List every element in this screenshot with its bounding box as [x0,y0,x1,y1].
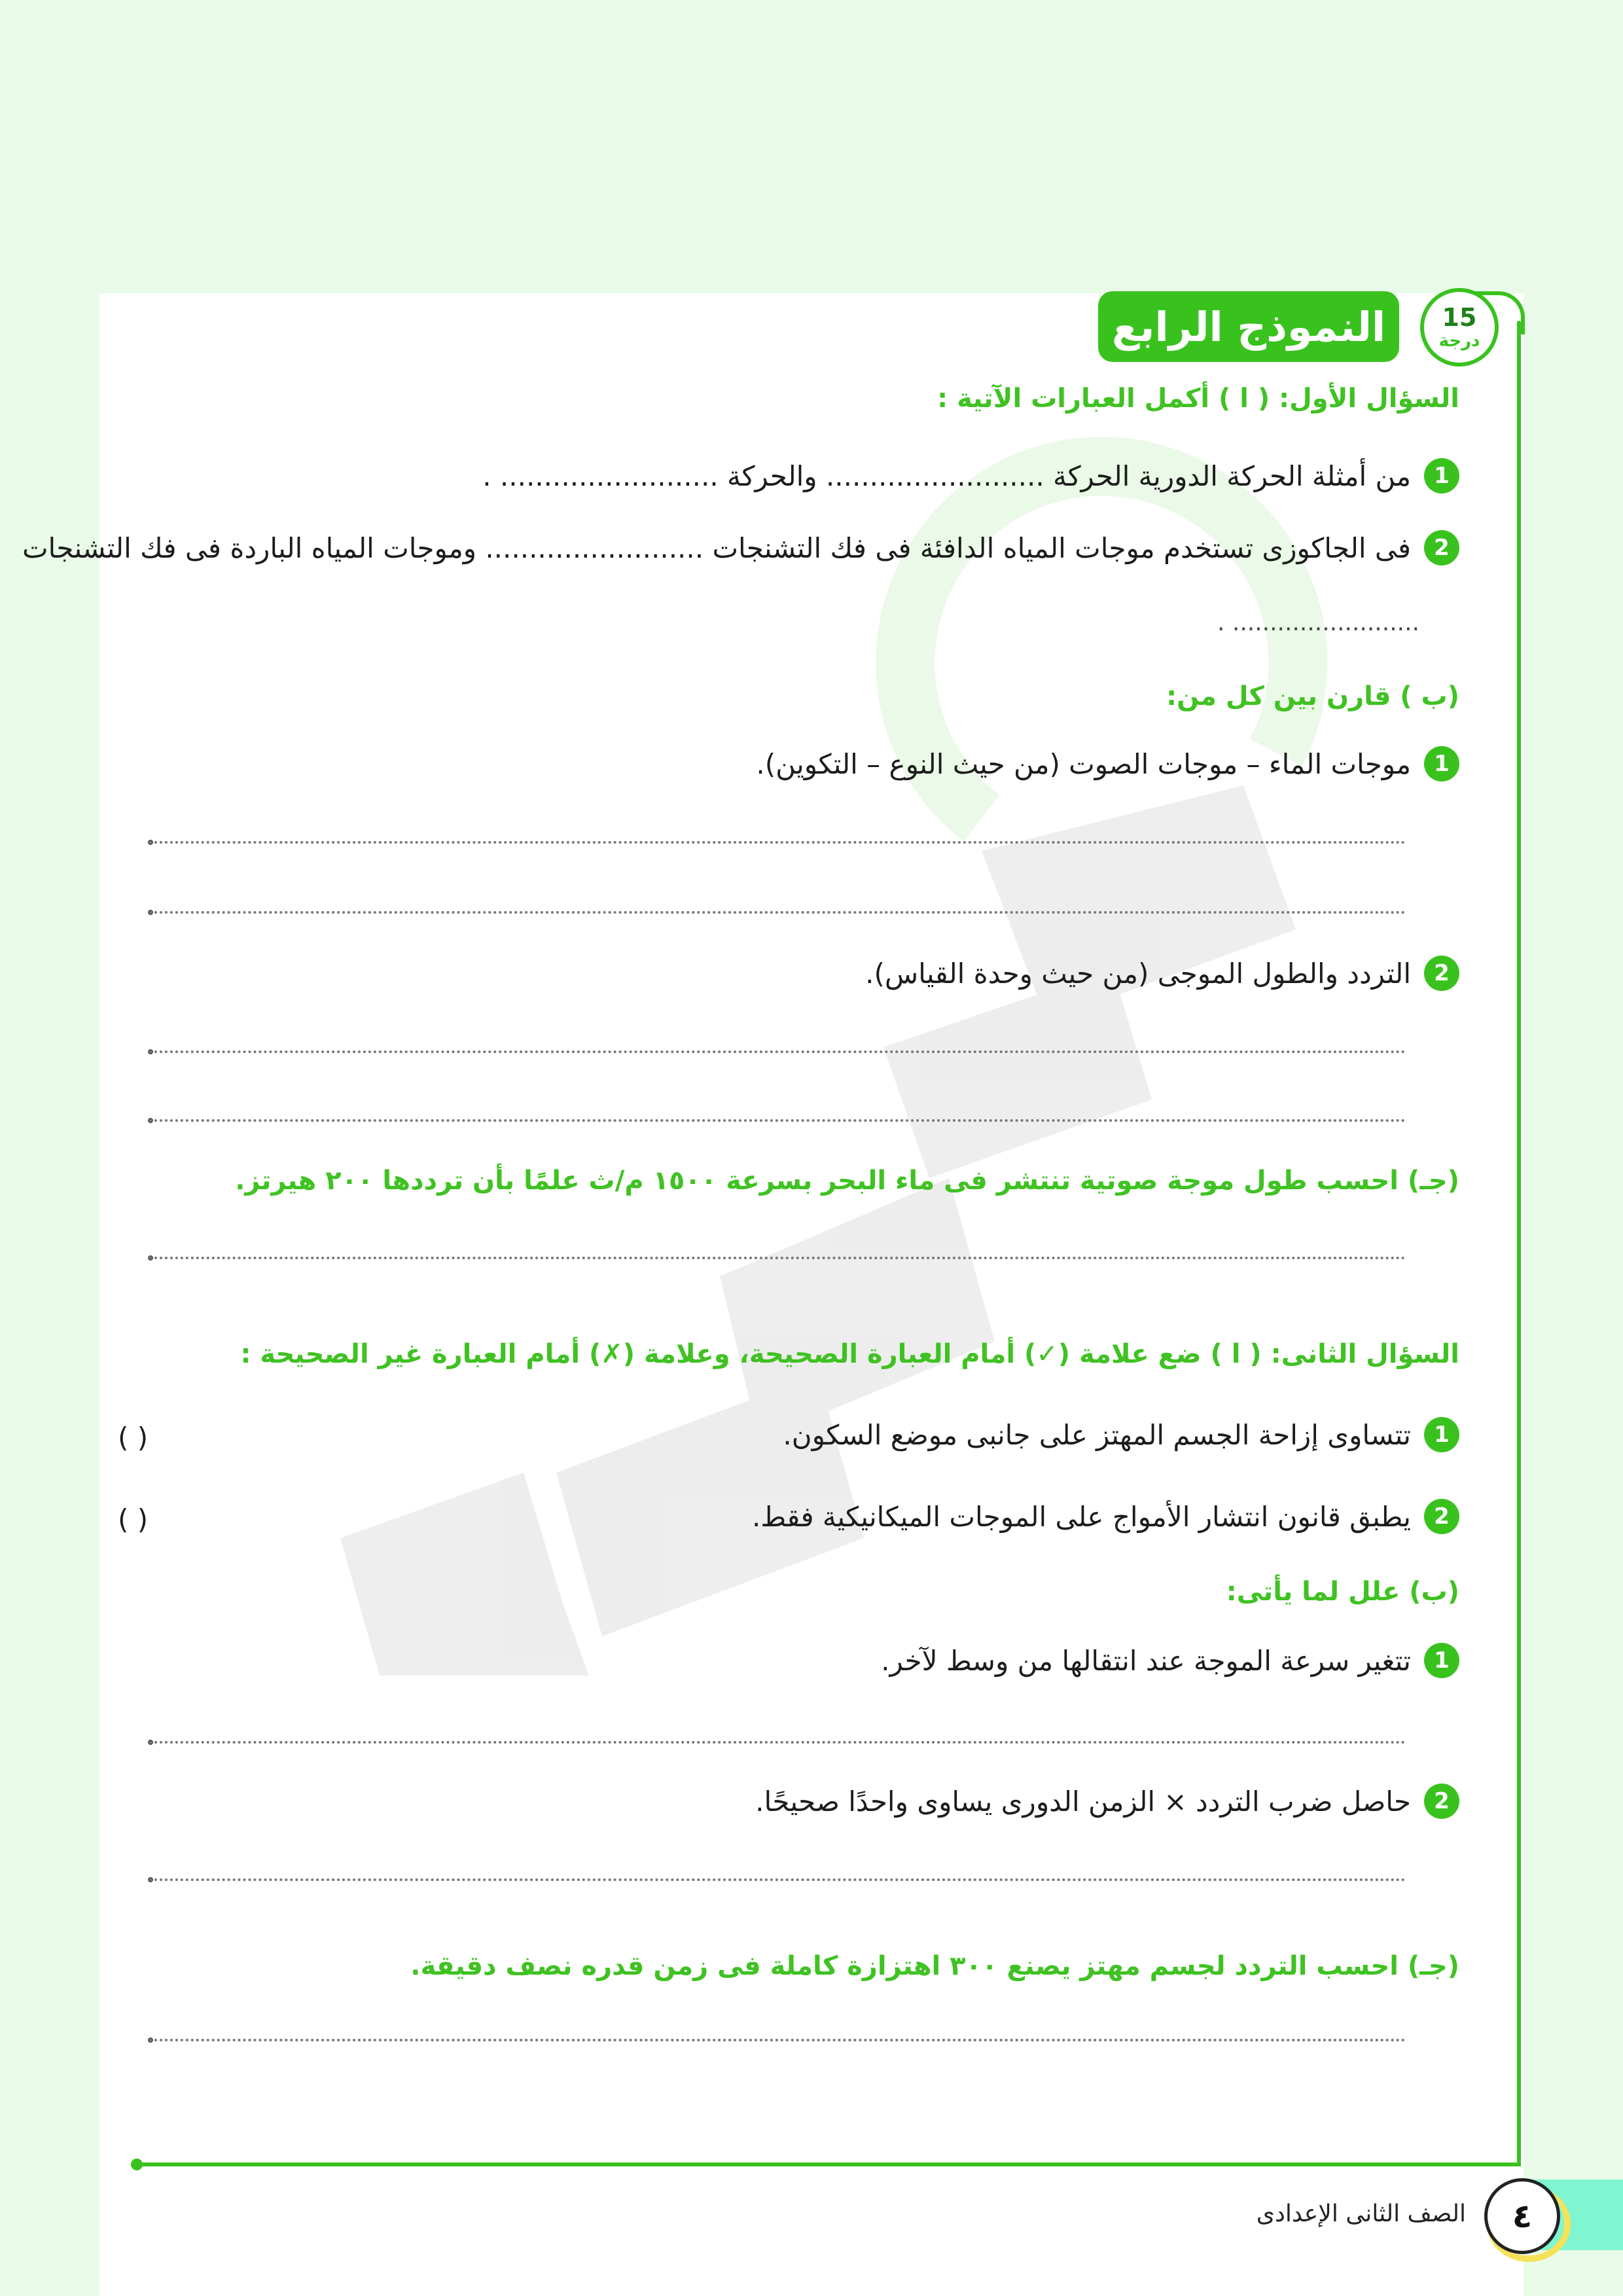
q1-heading: السؤال الأول: ( ا ) أكمل العبارات الآتية : [937,384,1459,414]
q2-a-item-1-text: تتساوى إزاحة الجسم المهتز على جانبى موضع السكون. [783,1418,1411,1451]
number-badge: 2 [1424,1784,1459,1819]
q1-b-heading: (ب ) قارن بين كل من: [1166,681,1459,711]
q2-heading: السؤال الثانى: ( ا ) ضع علامة (✓) أمام العبارة الصحيحة، وعلامة (✗) أمام العبارة غير الصحيحة : [240,1339,1459,1369]
page-number [1484,2178,1560,2254]
title-text: النموذج الرابع [1111,302,1386,351]
q2-b-item-1-text: تتغير سرعة الموجة عند انتقالها من وسط لآخر. [881,1644,1411,1677]
number-badge: 2 [1424,1499,1459,1534]
q1-a-item-1 [482,458,1459,493]
frame-border-right [1517,321,1521,2166]
answer-parentheses[interactable]: ( ) [118,1503,149,1535]
q2-b-item-2-text: حاصل ضرب التردد × الزمن الدورى يساوى واحدًا صحيحًا. [755,1785,1411,1818]
page-title [1098,291,1399,362]
q2-b-heading: (ب) علل لما يأتى: [1226,1577,1459,1607]
answer-line[interactable] [149,911,1406,914]
q1-a-item-1-text: من أمثلة الحركة الدورية الحركة ......................... والحركة ......................... . [482,459,1411,492]
answer-line[interactable] [149,1878,1406,1881]
q2-a-item-2 [752,1499,1459,1534]
q1-a-item-2 [22,530,1459,565]
score-badge [1420,288,1499,367]
footer-grade: الصف الثانى الإعدادى [1256,2200,1466,2227]
q1-a-item-2-continuation: ......................... . [1217,609,1419,636]
number-badge: 1 [1424,746,1459,781]
answer-line[interactable] [149,841,1406,844]
q2-b-item-1 [881,1643,1459,1678]
worksheet-page [99,293,1524,2296]
answer-line[interactable] [149,1119,1406,1122]
q1-b-item-1-text: موجات الماء – موجات الصوت (من حيث النوع – التكوين). [756,747,1411,780]
q2-a-item-2-text: يطبق قانون انتشار الأمواج على الموجات الميكانيكية فقط. [752,1500,1411,1533]
number-badge: 1 [1424,1643,1459,1678]
answer-line[interactable] [149,1050,1406,1053]
answer-line[interactable] [149,1257,1406,1259]
number-badge: 1 [1424,1417,1459,1452]
q2-a-item-1 [783,1417,1459,1452]
score-value: 15 [1442,303,1477,332]
number-badge: 2 [1424,956,1459,991]
answer-parentheses[interactable]: ( ) [118,1422,149,1454]
number-badge: 2 [1424,530,1459,565]
answer-line[interactable] [149,1741,1406,1744]
q1-a-item-2-text: فى الجاكوزى تستخدم موجات المياه الدافئة فى فك التشنجات ......................... وموجات المياه الباردة فى فك التشنجات [22,531,1411,564]
number-badge: 1 [1424,458,1459,493]
answer-line[interactable] [149,2039,1406,2041]
q2-b-item-2 [755,1784,1459,1819]
frame-end-dot [131,2159,143,2170]
q1-b-item-1 [756,746,1459,781]
q1-b-item-2-text: التردد والطول الموجى (من حيث وحدة القياس). [865,957,1411,990]
q2-c-heading: (جـ) احسب التردد لجسم مهتز يصنع ٣٠٠ اهتزازة كاملة فى زمن قدره نصف دقيقة. [410,1951,1459,1981]
frame-border-bottom [137,2162,1521,2166]
q1-b-item-2 [865,956,1459,991]
q1-c-heading: (جـ) احسب طول موجة صوتية تنتشر فى ماء البحر بسرعة ١٥٠٠ م/ث علمًا بأن ترددها ٢٠٠ هيرتز. [235,1166,1459,1196]
page-number-text: ٤ [1512,2197,1533,2235]
score-label: درجة [1438,331,1480,351]
